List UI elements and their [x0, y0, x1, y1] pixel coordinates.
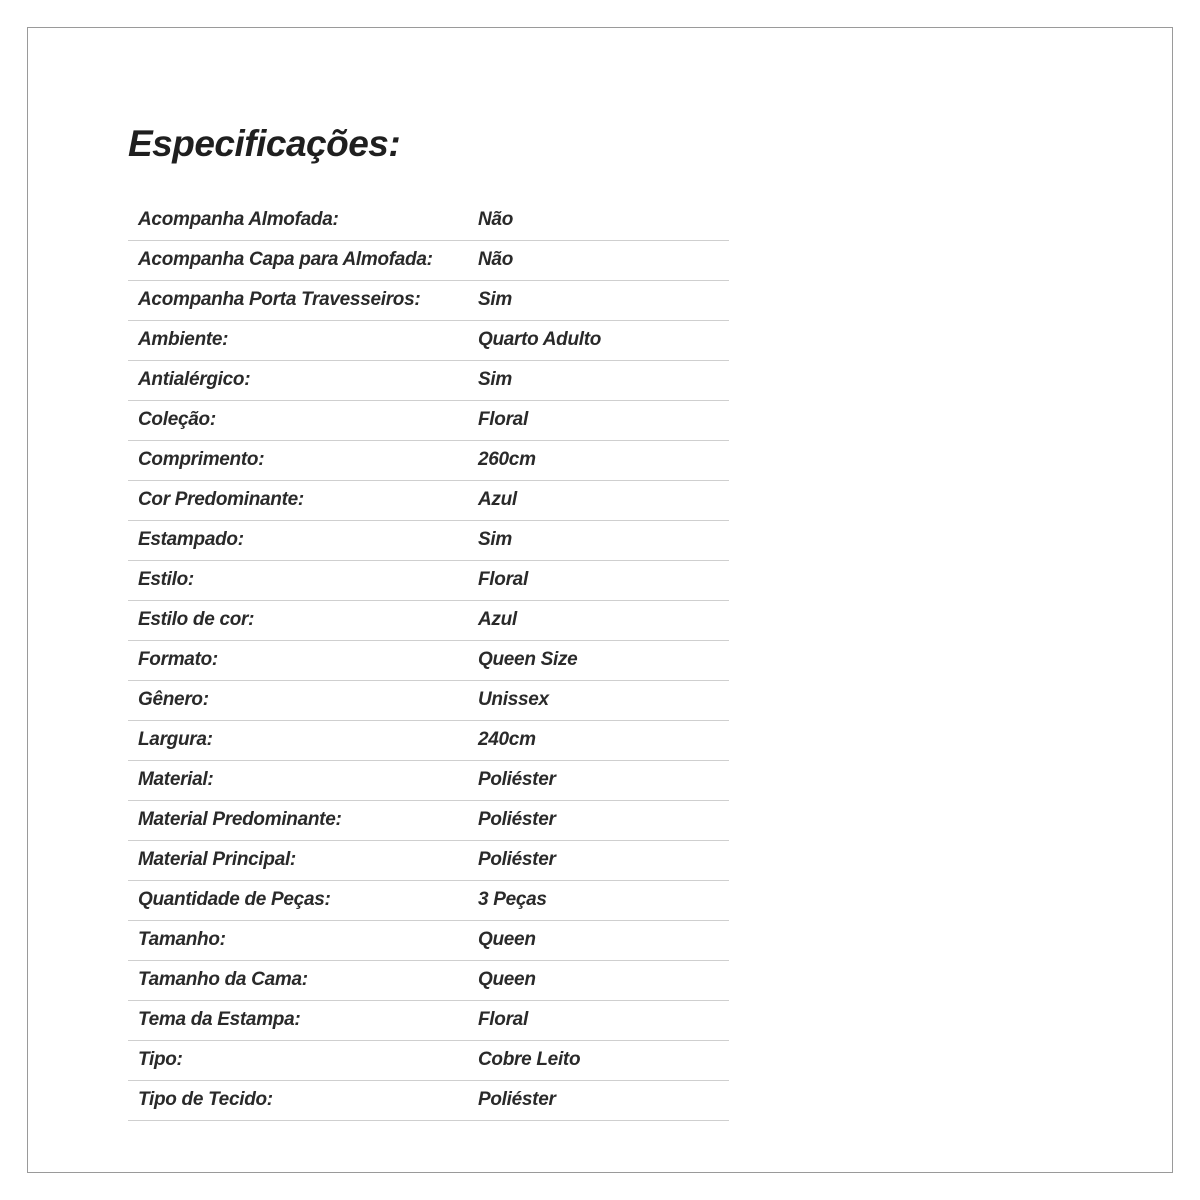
spec-label: Acompanha Capa para Almofada:	[138, 249, 433, 270]
spec-label: Estilo:	[138, 569, 194, 590]
table-row	[128, 200, 729, 240]
spec-value: Floral	[478, 1009, 528, 1030]
spec-label: Tamanho:	[138, 929, 226, 950]
spec-value: Azul	[478, 609, 517, 630]
table-row	[128, 280, 729, 320]
spec-label: Gênero:	[138, 689, 209, 710]
spec-label: Formato:	[138, 649, 218, 670]
table-row	[128, 720, 729, 760]
table-row	[128, 240, 729, 280]
table-row	[128, 600, 729, 640]
spec-label: Quantidade de Peças:	[138, 889, 331, 910]
spec-label: Acompanha Porta Travesseiros:	[138, 289, 421, 310]
table-row	[128, 760, 729, 800]
spec-label: Antialérgico:	[138, 369, 251, 390]
table-row	[128, 1040, 729, 1080]
spec-value: Queen	[478, 969, 536, 990]
table-row	[128, 400, 729, 440]
table-row	[128, 440, 729, 480]
spec-label: Tipo:	[138, 1049, 183, 1070]
table-row	[128, 560, 729, 600]
spec-label: Material:	[138, 769, 214, 790]
spec-label: Tipo de Tecido:	[138, 1089, 273, 1110]
spec-table	[128, 200, 729, 1121]
table-row	[128, 680, 729, 720]
spec-value: Poliéster	[478, 1089, 556, 1110]
spec-value: Sim	[478, 289, 512, 310]
spec-value: 240cm	[478, 729, 536, 750]
spec-value: Queen	[478, 929, 536, 950]
spec-label: Largura:	[138, 729, 213, 750]
table-row	[128, 920, 729, 960]
table-row	[128, 800, 729, 840]
spec-value: Azul	[478, 489, 517, 510]
spec-value: Quarto Adulto	[478, 329, 602, 350]
table-row	[128, 880, 729, 920]
spec-label: Coleção:	[138, 409, 216, 430]
table-row	[128, 1000, 729, 1040]
spec-value: Floral	[478, 569, 528, 590]
spec-value: Poliéster	[478, 809, 556, 830]
spec-value: 3 Peças	[478, 889, 547, 910]
table-row	[128, 520, 729, 560]
spec-value: Poliéster	[478, 769, 556, 790]
spec-label: Ambiente:	[138, 329, 229, 350]
table-row	[128, 320, 729, 360]
spec-value: Floral	[478, 409, 528, 430]
table-row	[128, 360, 729, 400]
spec-label: Material Predominante:	[138, 809, 342, 830]
spec-value: Não	[478, 208, 513, 230]
spec-table-body	[128, 200, 729, 1120]
table-row	[128, 480, 729, 520]
spec-label: Tamanho da Cama:	[138, 969, 308, 990]
spec-value: Queen Size	[478, 649, 578, 670]
spec-label: Estilo de cor:	[138, 609, 255, 630]
table-row	[128, 640, 729, 680]
spec-card	[27, 27, 1173, 1173]
spec-label: Comprimento:	[138, 449, 265, 470]
spec-label: Material Principal:	[138, 849, 296, 870]
table-row	[128, 1080, 729, 1120]
spec-label: Estampado:	[138, 529, 244, 550]
spec-label: Cor Predominante:	[138, 489, 304, 510]
spec-value: Sim	[478, 369, 512, 390]
spec-value: Cobre Leito	[478, 1049, 581, 1070]
spec-value: Sim	[478, 529, 512, 550]
spec-value: Unissex	[478, 689, 549, 710]
spec-label: Tema da Estampa:	[138, 1009, 301, 1030]
spec-label: Acompanha Almofada:	[138, 208, 339, 230]
page-title: Especificações:	[128, 123, 401, 164]
spec-value: Poliéster	[478, 849, 556, 870]
table-row	[128, 840, 729, 880]
spec-value: Não	[478, 249, 513, 270]
spec-value: 260cm	[478, 449, 536, 470]
table-row	[128, 960, 729, 1000]
